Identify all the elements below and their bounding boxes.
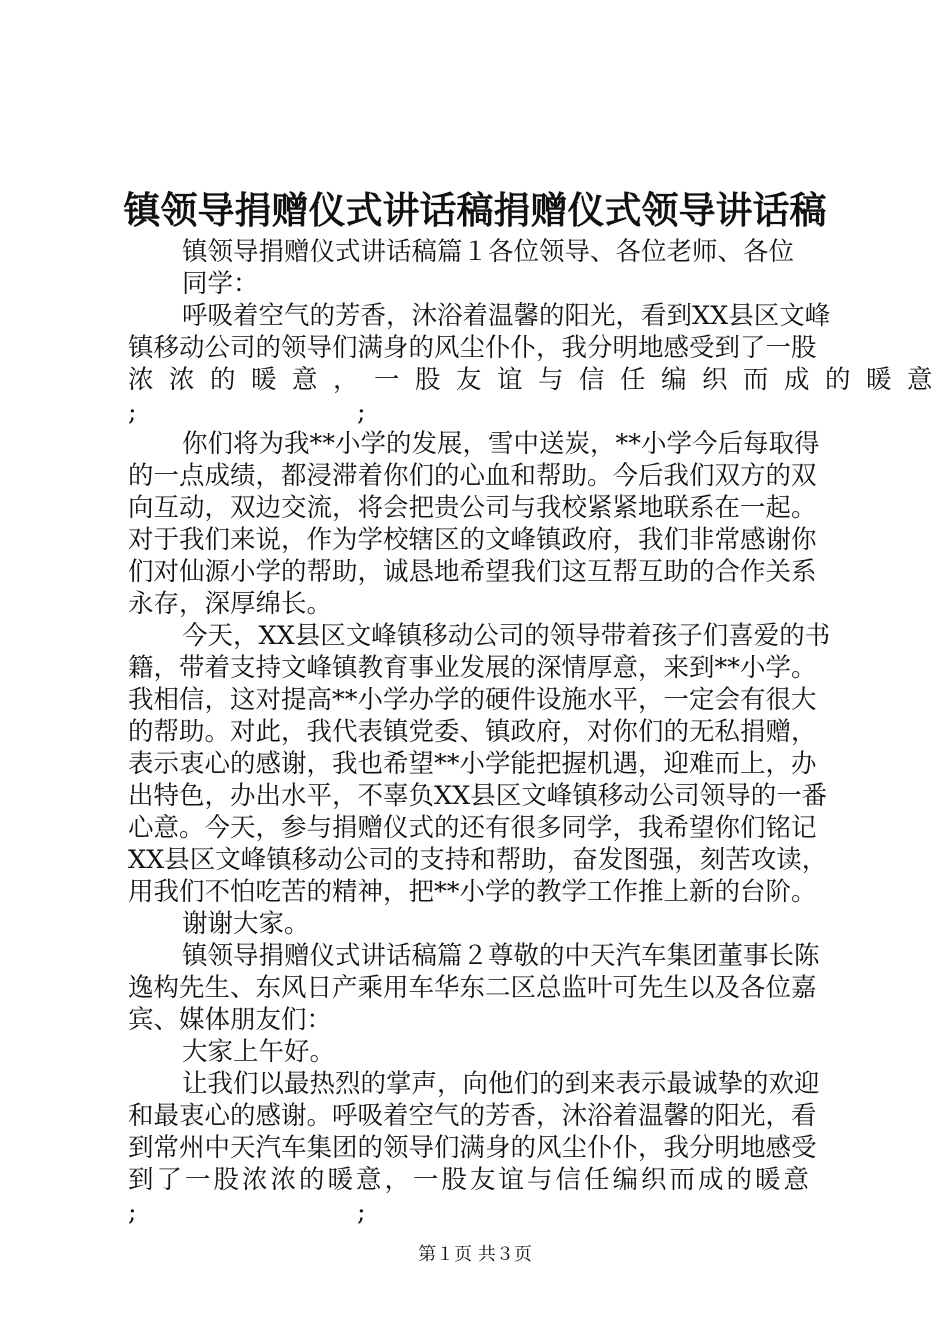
text-line: 今天，XX县区文峰镇移动公司的领导带着孩子们喜爱的书 (182, 621, 831, 651)
text-line: 籍，带着支持文峰镇教育事业发展的深情厚意，来到**小学。 (128, 653, 817, 683)
document-title: 镇领导捐赠仪式讲话稿捐赠仪式领导讲话稿 (123, 188, 827, 232)
semicolon-mark: ; (128, 397, 137, 427)
text-line: 镇领导捐赠仪式讲话稿篇１各位领导、各位老师、各位 (182, 237, 795, 267)
text-line: 镇领导捐赠仪式讲话稿篇２尊敬的中天汽车集团董事长陈 (182, 941, 820, 971)
text-line: 我相信，这对提高**小学办学的硬件设施水平，一定会有很大 (128, 685, 817, 715)
text-line: 永存，深厚绵长。 (128, 589, 333, 619)
text-line: 和最衷心的感谢。呼吸着空气的芳香，沐浴着温馨的阳光，看 (128, 1101, 817, 1131)
text-line: 你们将为我**小学的发展，雪中送炭，**小学今后每取得 (182, 429, 820, 459)
text-line: 向互动，双边交流，将会把贵公司与我校紧紧地联系在一起。 (128, 493, 817, 523)
text-line: 表示衷心的感谢，我也希望**小学能把握机遇，迎难而上，办 (128, 749, 817, 779)
text-line: 们对仙源小学的帮助，诚恳地希望我们这互帮互助的合作关系 (128, 557, 817, 587)
text-line: 逸构先生、东风日产乘用车华东二区总监叶可先生以及各位嘉 (128, 973, 817, 1003)
text-line: 宾、媒体朋友们： (128, 1005, 333, 1035)
text-line: 出特色，办出水平，不辜负XX县区文峰镇移动公司领导的一番 (128, 781, 828, 811)
text-line: 镇移动公司的领导们满身的风尘仆仆，我分明地感受到了一股 (128, 333, 817, 363)
text-line: 用我们不怕吃苦的精神，把**小学的教学工作推上新的台阶。 (128, 877, 817, 907)
text-line: 谢谢大家。 (182, 909, 310, 939)
semicolon-mark: ; (357, 1197, 366, 1227)
text-line: 到常州中天汽车集团的领导们满身的风尘仆仆，我分明地感受 (128, 1133, 817, 1163)
text-line: 浓浓的暖意，一股友谊与信任编织而成的暖意 (128, 365, 949, 395)
text-line: 的一点成绩，都浸滞着你们的心血和帮助。今后我们双方的双 (128, 461, 817, 491)
text-line: 对于我们来说，作为学校辖区的文峰镇政府，我们非常感谢你 (128, 525, 817, 555)
text-line: 同学： (182, 269, 259, 299)
text-line: 到了一股浓浓的暖意，一股友谊与信任编织而成的暖意 (128, 1165, 813, 1195)
text-line: 的帮助。对此，我代表镇党委、镇政府，对你们的无私捐赠， (128, 717, 817, 747)
text-line: 大家上午好。 (182, 1037, 336, 1067)
semicolon-mark: ; (128, 1197, 137, 1227)
text-line: 让我们以最热烈的掌声，向他们的到来表示最诚挚的欢迎 (182, 1069, 820, 1099)
page-footer: 第１页 共３页 (418, 1244, 532, 1265)
text-line: XX县区文峰镇移动公司的支持和帮助，奋发图强，刻苦攻读， (128, 845, 828, 875)
text-line: 心意。今天，参与捐赠仪式的还有很多同学，我希望你们铭记 (128, 813, 817, 843)
semicolon-mark: ; (357, 397, 366, 427)
text-line: 呼吸着空气的芳香，沐浴着温馨的阳光，看到XX县区文峰 (182, 301, 831, 331)
